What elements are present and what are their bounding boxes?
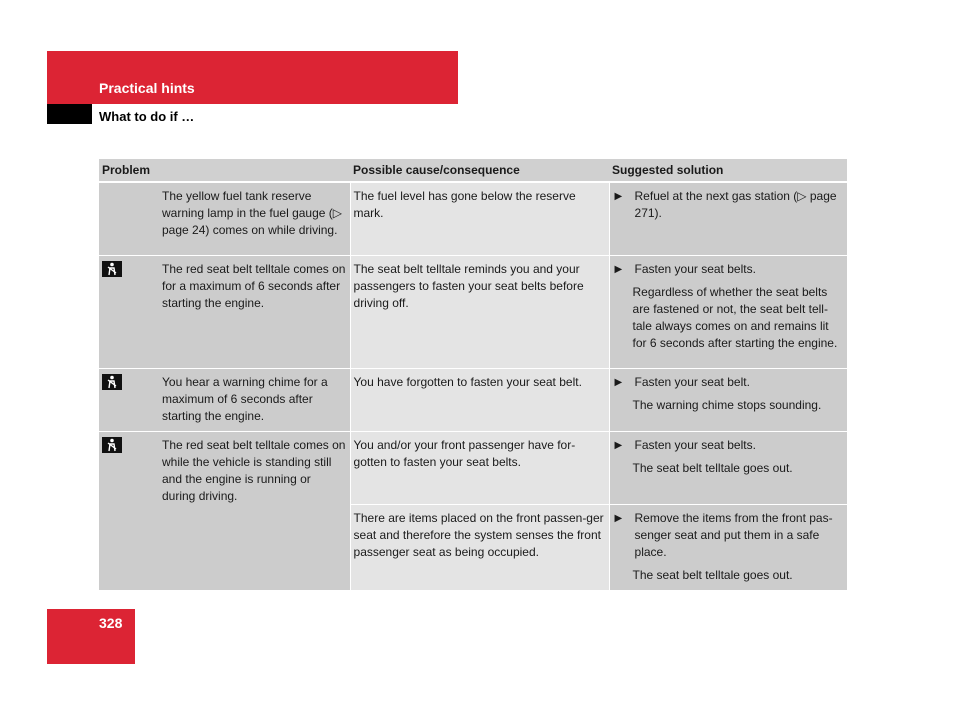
- problem-cell: [159, 368, 350, 431]
- problem-cell: [159, 255, 350, 368]
- solution-step: [613, 261, 845, 278]
- table-row: [99, 255, 847, 368]
- section-tab-marker: [47, 104, 92, 124]
- seatbelt-icon: [102, 261, 122, 277]
- cause-text: You have forgotten to fasten your seat belt.: [353, 374, 582, 389]
- step-arrow-icon: ▶: [614, 263, 623, 275]
- solution-step: [613, 510, 845, 561]
- step-arrow-icon: ▶: [614, 191, 623, 202]
- solution-note: The warning chime stops sounding.: [632, 397, 822, 412]
- problem-icon-cell: [99, 255, 159, 368]
- cause-text: There are items placed on the front passen-ger seat and therefore the system senses the front passenger seat as being occupied.: [353, 510, 604, 559]
- solution-step-text: Fasten your seat belts.: [634, 437, 756, 452]
- cause-cell: [350, 431, 609, 504]
- solution-cell: [609, 431, 847, 504]
- solution-step: [613, 374, 845, 391]
- solution-step-text: Refuel at the next gas station (▷ page 271).: [634, 189, 837, 220]
- solution-step-text: Fasten your seat belts.: [634, 261, 756, 276]
- step-arrow-icon: ▶: [614, 376, 623, 388]
- section-title: Practical hints: [99, 80, 195, 96]
- problem-text: The red seat belt telltale comes on for a maximum of 6 seconds after starting the engine.: [162, 261, 346, 310]
- column-header-cause: Possible cause/consequence: [350, 159, 609, 182]
- seatbelt-icon: [102, 437, 122, 453]
- solution-cell: [609, 504, 847, 590]
- step-arrow-icon: ▶: [614, 512, 623, 524]
- subsection-title: What to do if …: [99, 109, 195, 124]
- seatbelt-icon: [102, 374, 122, 390]
- problem-cell: [159, 431, 350, 590]
- header-band: [47, 51, 458, 104]
- cause-cell: [350, 368, 609, 431]
- problem-text: The red seat belt telltale comes on while the vehicle is standing still and the engine is running or during driving.: [162, 437, 346, 503]
- cause-text: You and/or your front passenger have for-gotten to fasten your seat belts.: [353, 437, 576, 469]
- cause-text: The seat belt telltale reminds you and your passengers to fasten your seat belts before driving off.: [353, 261, 584, 310]
- cause-text: The fuel level has gone below the reserve mark.: [353, 189, 576, 220]
- cause-cell: [350, 182, 609, 255]
- table-header-row: [99, 159, 847, 182]
- solution-note: The seat belt telltale goes out.: [632, 567, 793, 582]
- problem-icon-cell: [99, 182, 159, 255]
- solution-step-text: Fasten your seat belt.: [634, 374, 750, 389]
- solution-note: Regardless of whether the seat belts are fastened or not, the seat belt tell-tale always comes on and remains lit for 6 seconds after starting the engine.: [632, 284, 838, 350]
- solution-cell: [609, 368, 847, 431]
- solution-step-text: Remove the items from the front pas-senger seat and put them in a safe place.: [634, 510, 833, 559]
- problem-text: You hear a warning chime for a maximum of 6 seconds after starting the engine.: [162, 374, 328, 423]
- cause-cell: [350, 504, 609, 590]
- table-row: [99, 368, 847, 431]
- solution-cell: [609, 255, 847, 368]
- problem-icon-cell: [99, 431, 159, 590]
- troubleshooting-table: [99, 159, 847, 591]
- table-row: [99, 431, 847, 504]
- solution-step: [613, 188, 845, 222]
- problem-cell: [159, 182, 350, 255]
- solution-cell: [609, 182, 847, 255]
- cause-cell: [350, 255, 609, 368]
- problem-icon-cell: [99, 368, 159, 431]
- step-arrow-icon: ▶: [614, 439, 623, 451]
- column-header-problem: Problem: [99, 159, 350, 182]
- problem-text: The yellow fuel tank reserve warning lamp in the fuel gauge (▷ page 24) comes on while driving.: [162, 189, 342, 237]
- table-row: [99, 182, 847, 255]
- solution-step: [613, 437, 845, 454]
- column-header-solution: Suggested solution: [609, 159, 847, 182]
- solution-note: The seat belt telltale goes out.: [632, 460, 793, 475]
- page-number: 328: [99, 615, 123, 631]
